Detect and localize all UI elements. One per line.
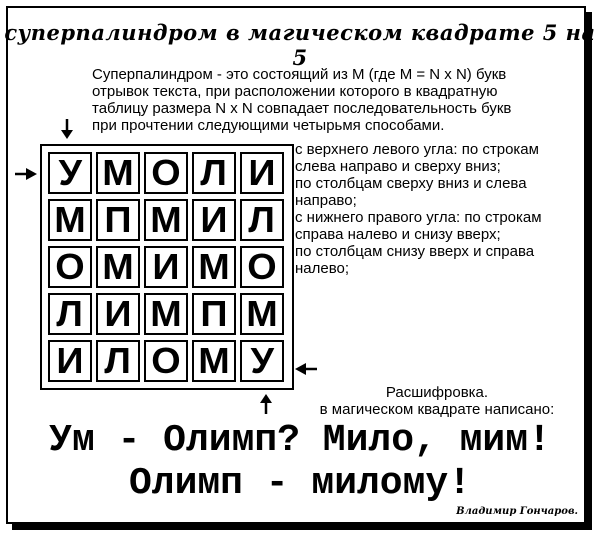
- decode-caption: [300, 384, 574, 418]
- square-cell: [192, 199, 236, 241]
- square-cell: [96, 246, 140, 288]
- square-cell: [48, 199, 92, 241]
- method-line: по столбцам сверху вниз и слева: [295, 175, 527, 192]
- cell-letter: М: [150, 199, 182, 240]
- cell-letter: У: [58, 152, 82, 193]
- cell-letter: Л: [200, 152, 228, 193]
- arrow-down-icon: [60, 118, 74, 140]
- cell-letter: М: [198, 246, 230, 287]
- cell-letter: И: [248, 152, 276, 193]
- cell-letter: П: [200, 293, 228, 334]
- square-cell: [96, 340, 140, 382]
- method-line: по столбцам снизу вверх и справа: [295, 243, 535, 260]
- cell-letter: И: [56, 340, 84, 381]
- author-signature: Владимир Гончаров.: [456, 506, 578, 517]
- cell-letter: Л: [56, 293, 84, 334]
- cell-letter: О: [151, 152, 181, 193]
- cell-letter: М: [54, 199, 86, 240]
- square-cell: [96, 152, 140, 194]
- page-title: суперпалиндром в магическом квадрате 5 на 5: [4, 20, 596, 70]
- square-cell: [192, 246, 236, 288]
- square-cell: [240, 340, 284, 382]
- cell-letter: М: [150, 293, 182, 334]
- cell-letter: П: [104, 199, 132, 240]
- decode-line: Расшифровка.: [385, 384, 489, 401]
- square-cell: [240, 293, 284, 335]
- method-line: налево;: [295, 260, 350, 277]
- magic-square: [40, 144, 294, 390]
- square-cell: [240, 246, 284, 288]
- intro-line: Суперпалиндром - это состоящий из M (где M = N x N) букв: [92, 66, 507, 83]
- cell-letter: У: [250, 340, 274, 381]
- square-cell: [48, 152, 92, 194]
- answer-line-2: Олимп - милому!: [128, 462, 472, 505]
- reading-methods: [295, 141, 585, 277]
- cell-letter: И: [200, 199, 228, 240]
- cell-letter: О: [247, 246, 277, 287]
- square-cell: [240, 199, 284, 241]
- square-cell: [192, 293, 236, 335]
- cell-letter: М: [246, 293, 278, 334]
- square-cell: [192, 152, 236, 194]
- method-line: слева направо и сверху вниз;: [295, 158, 501, 175]
- method-line: с верхнего левого угла: по строкам: [295, 141, 539, 158]
- method-line: справа налево и снизу вверх;: [295, 226, 501, 243]
- decode-line: в магическом квадрате написано:: [319, 401, 555, 418]
- intro-line: таблицу размера N x N совпадает последовательность букв: [92, 100, 512, 117]
- square-cell: [96, 293, 140, 335]
- cell-letter: И: [152, 246, 180, 287]
- intro-line: отрывок текста, при расположении которого в квадратную: [92, 83, 498, 100]
- square-cell: [144, 246, 188, 288]
- square-cell: [192, 340, 236, 382]
- square-cell: [240, 152, 284, 194]
- intro-line: при прочтении следующими четырьмя способами.: [92, 117, 445, 134]
- square-cell: [96, 199, 140, 241]
- cell-letter: М: [198, 340, 230, 381]
- square-cell: [144, 199, 188, 241]
- method-line: с нижнего правого угла: по строкам: [295, 209, 542, 226]
- square-cell: [144, 293, 188, 335]
- square-cell: [48, 340, 92, 382]
- square-cell: [48, 246, 92, 288]
- square-cell: [144, 340, 188, 382]
- cell-letter: И: [104, 293, 132, 334]
- square-cell: [144, 152, 188, 194]
- cell-letter: О: [151, 340, 181, 381]
- square-cell: [48, 293, 92, 335]
- method-line: направо;: [295, 192, 357, 209]
- cell-letter: О: [55, 246, 85, 287]
- intro-text: [92, 66, 582, 134]
- cell-letter: М: [102, 152, 134, 193]
- arrow-left-icon: [294, 362, 318, 376]
- answer-line-1: Ум - Олимп? Мило, мим!: [49, 419, 551, 462]
- arrow-up-icon: [259, 393, 273, 415]
- cell-letter: М: [102, 246, 134, 287]
- cell-letter: Л: [248, 199, 276, 240]
- arrow-right-icon: [14, 167, 38, 181]
- cell-letter: Л: [104, 340, 132, 381]
